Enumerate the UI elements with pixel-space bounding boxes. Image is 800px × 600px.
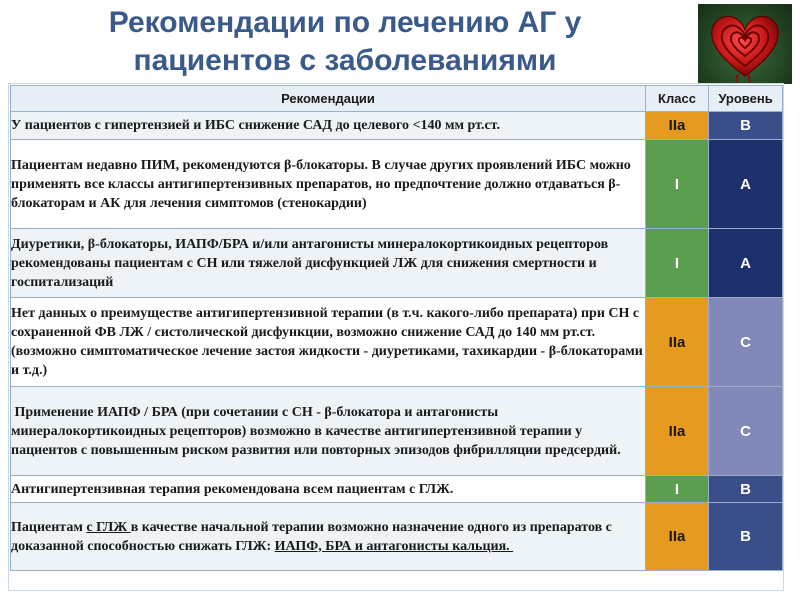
heart-labyrinth-icon [698, 4, 792, 84]
page-title-line-2: пациентов с заболеваниями [133, 44, 557, 77]
table-row [11, 112, 783, 140]
class-badge: I [646, 476, 709, 503]
recommendation-text-segment: Применение ИАПФ / БРА (при сочетании с СН - β-блокатора и антагонисты минералокортикоидных рецепторов) возможно в качестве антигипертензивной терапии у пациентов с повышенным риском развития или повторных эпизодов фибрилляции предсердий. [11, 404, 621, 458]
class-badge: IIa [646, 387, 709, 476]
recommendation-text [11, 476, 646, 503]
recommendation-text-underlined: с ГЛЖ [86, 519, 131, 535]
recommendation-text-segment: в качестве начальной терапии возможно назначение одного из препаратов с доказанной способностью снижать ГЛЖ: [11, 519, 616, 554]
level-badge: A [709, 229, 783, 298]
recommendation-text [11, 140, 646, 229]
class-badge: I [646, 229, 709, 298]
level-badge: B [709, 112, 783, 140]
recommendation-text-segment: Пациентам недавно ПИМ, рекомендуются β-блокаторы. В случае других проявлений ИБС можно применять все классы антигипертензивных препаратов, но предпочтение должно отдаваться β-блокаторам и АК для лечения симптомов (стенокардии) [11, 157, 635, 211]
header-level: Уровень [709, 86, 783, 112]
recommendation-text-segment: Пациентам [11, 519, 87, 535]
table-row [11, 298, 783, 387]
recommendation-text-segment: У пациентов с гипертензией и ИБС снижение САД до целевого <140 мм рт.ст. [11, 118, 500, 133]
level-badge: A [709, 140, 783, 229]
recommendation-text-segment: Диуретики, β-блокаторы, ИАПФ/БРА и/или антагонисты минералокортикоидных рецепторов рекомендованы пациентам с СН или тяжелой дисфункцией ЛЖ для снижения смертности и госпитализаций [11, 236, 612, 290]
class-badge: IIa [646, 298, 709, 387]
table-row [11, 476, 783, 503]
recommendation-text [11, 298, 646, 387]
level-badge: C [709, 298, 783, 387]
header-recommendations: Рекомендации [11, 86, 646, 112]
table-header-row [11, 86, 783, 112]
page-title-line-1: Рекомендации по лечению АГ у [108, 6, 582, 39]
class-badge: IIa [646, 112, 709, 140]
table-row [11, 387, 783, 476]
header-class: Класс [646, 86, 709, 112]
table-body [11, 112, 783, 571]
recommendations-table [10, 85, 783, 571]
level-badge: C [709, 387, 783, 476]
recommendation-text-segment: Антигипертензивная терапия рекомендована всем пациентам с ГЛЖ. [11, 481, 454, 497]
table-row [11, 140, 783, 229]
recommendation-text-underlined: ИАПФ, БРА и антагонисты кальция. [274, 538, 514, 554]
class-badge: I [646, 140, 709, 229]
page-title [0, 4, 690, 80]
recommendation-text [11, 112, 646, 140]
table-row [11, 229, 783, 298]
recommendation-text-segment: Нет данных о преимуществе антигипертензивной терапии (в т.ч. какого-либо препарата) при СН с сохраненной ФВ ЛЖ / систолической дисфункции, возможно снижение САД до 140 мм рт.ст. (возможно симптоматическое лечение застоя жидкости - диуретиками, тахикардии - β-блокаторами и т.д.) [11, 306, 647, 378]
table-row [11, 503, 783, 571]
level-badge: B [709, 476, 783, 503]
recommendation-text [11, 387, 646, 476]
recommendation-text [11, 503, 646, 571]
level-badge: B [709, 503, 783, 571]
class-badge: IIa [646, 503, 709, 571]
recommendation-text [11, 229, 646, 298]
